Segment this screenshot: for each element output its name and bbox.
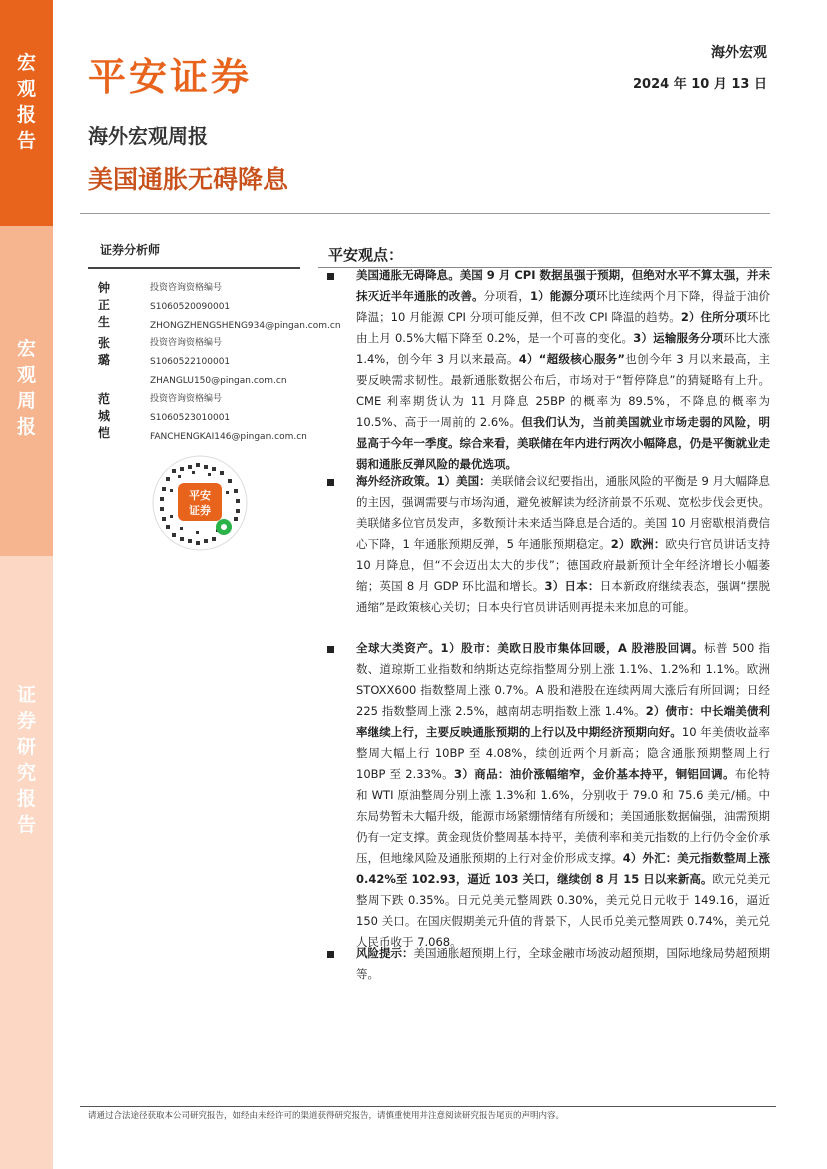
analyst-cert-label: 投资咨询资格编号 (150, 338, 223, 348)
footer-disclaimer: 请通过合法途径获取本公司研究报告，如经由未经许可的渠道获得研究报告，请慎重使用并注意阅读研究报告尾页的声明内容。 (88, 1111, 565, 1121)
bullet-icon (327, 479, 334, 486)
analyst-cert: S1060523010001 (150, 413, 231, 423)
analyst-email[interactable]: ZHONGZHENGSHENG934@pingan.com.cn (150, 321, 341, 331)
viewpoint-paragraph: 海外经济政策。1）美国：美联储会议纪要指出，通胀风险的平衡是 9 月大幅降息的主因，强调需要与市场沟通，避免被解读为经济前景不乐观、宽松步伐会更快。美联储多位官员发声，多数预计未来适当降息是合适的。美国 10 月密歇根消费信心下降，1 年通胀预期反弹，5 年通胀预期稳定。2）欧洲：欧央行官员讲话支持 10 月降息，但“不会迈出太大的步伐”；德国政府最新预计全年经济增长小幅萎缩；英国 8 月 GDP 环比温和增长。3）日本：日本新政府继续表态，强调“摆脱通缩”是政策核心关切；日本央行官员讲话则再提未来加息的可能。 (356, 474, 770, 614)
analyst-name: 张璐 (98, 336, 111, 367)
report-series-tag: 宏 观 周 报 (16, 338, 36, 438)
report-date: 2024 年 10 月 13 日 (633, 77, 767, 92)
analyst-cert: S1060522100001 (150, 357, 231, 367)
footer-divider (80, 1106, 776, 1107)
side-strip (0, 0, 53, 1169)
viewpoint-paragraph: 全球大类资产。1）股市：美欧日股市集体回暖，A 股港股回调。标普 500 指数、道琼斯工业指数和纳斯达克综指整周分别上涨 1.1%、1.2%和 1.1%。欧洲 STOXX600 指数整周上涨 0.7%。A 股和港股在连续两周大涨后有所回调；日经 225 指数整周上涨 2.5%，越南胡志明指数上涨 1.4%。2）债市：中长端美债利率继续上行，主要反映通胀预期的上行以及中期经济预期向好。10 年美债收益率整周大幅上行 10BP 至 4.08%，续创近两个月新高；隐含通胀预期整周上行 10BP 至 2.33%。3）商品：油价涨幅缩窄，金价基本持平，铜铝回调。布伦特和 WTI 原油整周分别上涨 1.3%和 1.6%，分别收于 79.0 和 75.6 美元/桶。中东局势暂未大幅升级，能源市场紧绷情绪有所缓和；美国通胀数据偏强，油需预期仍有一定支撑。黄金现货价整周基本持平，美债利率和美元指数的上行仍令金价承压，但地缘风险及通胀预期的上行对金价形成支撑。4）外汇：美元指数整周上涨 0.42%至 102.93，逼近 103 关口，继续创 8 月 15 日以来新高。欧元兑美元整周下跌 0.35%。日元兑美元整周跌 0.30%，美元兑日元收于 149.16，逼近 150 关口。在国庆假期美元升值的背景下，人民币兑美元整周跌 0.74%，美元兑人民币收于 7.068。 (356, 641, 771, 949)
qr-logo-text: 平安 (189, 489, 211, 502)
svg-text:证券: 证券 (189, 504, 211, 517)
report-series: 海外宏观周报 (88, 124, 208, 148)
analyst-email[interactable]: ZHANGLU150@pingan.com.cn (150, 376, 287, 386)
analyst-name: 范城恺 (98, 392, 111, 440)
analyst-cert-label: 投资咨询资格编号 (150, 283, 223, 293)
viewpoint-paragraph: 风险提示：美国通胀超预期上行，全球金融市场波动超预期，国际地缘局势超预期等。 (356, 946, 770, 981)
analyst-cert-label: 投资咨询资格编号 (150, 394, 223, 404)
analyst-email[interactable]: FANCHENGKAI146@pingan.com.cn (150, 432, 307, 442)
analyst-name: 钟正生 (98, 281, 111, 329)
qr-code-icon[interactable] (152, 455, 248, 551)
viewpoint-paragraph: 美国通胀无碍降息。美国 9 月 CPI 数据虽强于预期，但绝对水平不算太强，并未抹灭近半年通胀的改善。分项看，1）能源分项环比连续两个月下降，得益于油价降温；10 月能源 CPI 分项可能反弹，但不改 CPI 降温的趋势。2）住所分项环比由上月 0.5%大幅下降至 0.2%，是一个可喜的变化。3）运输服务分项环比大涨 1.4%，创今年 3 月以来最高。4）“超级核心服务”也创今年 3 月以来最高，主要反映需求韧性。最新通胀数据公布后，市场对于“暂停降息”的猜疑略有上升。CME 利率期货认为 11 月降息 25BP 的概率为 89.5%，不降息的概率为 10.5%、高于一周前的 2.6%。但我们认为，当前美国就业市场走弱的风险，明显高于今年一季度。综合来看，美联储在年内进行两次小幅降息，仍是平衡就业走弱和通胀反弹风险的最优选项。 (356, 268, 771, 471)
analyst-heading: 证券分析师 (100, 243, 161, 257)
report-class-tag: 证 券 研 究 报 告 (16, 684, 36, 836)
header-divider (80, 213, 770, 214)
report-category: 海外宏观 (711, 45, 767, 61)
bullet-icon (327, 273, 334, 280)
company-logo: 平安证券 (88, 55, 253, 99)
report-type-tag: 宏 观 报 告 (16, 52, 36, 152)
analyst-cert: S1060520090001 (150, 302, 231, 312)
bullet-icon (327, 646, 334, 653)
analyst-divider (88, 267, 300, 269)
viewpoint-title: 平安观点： (328, 246, 404, 264)
page-title: 美国通胀无碍降息 (88, 165, 289, 194)
bullet-icon (327, 951, 334, 958)
